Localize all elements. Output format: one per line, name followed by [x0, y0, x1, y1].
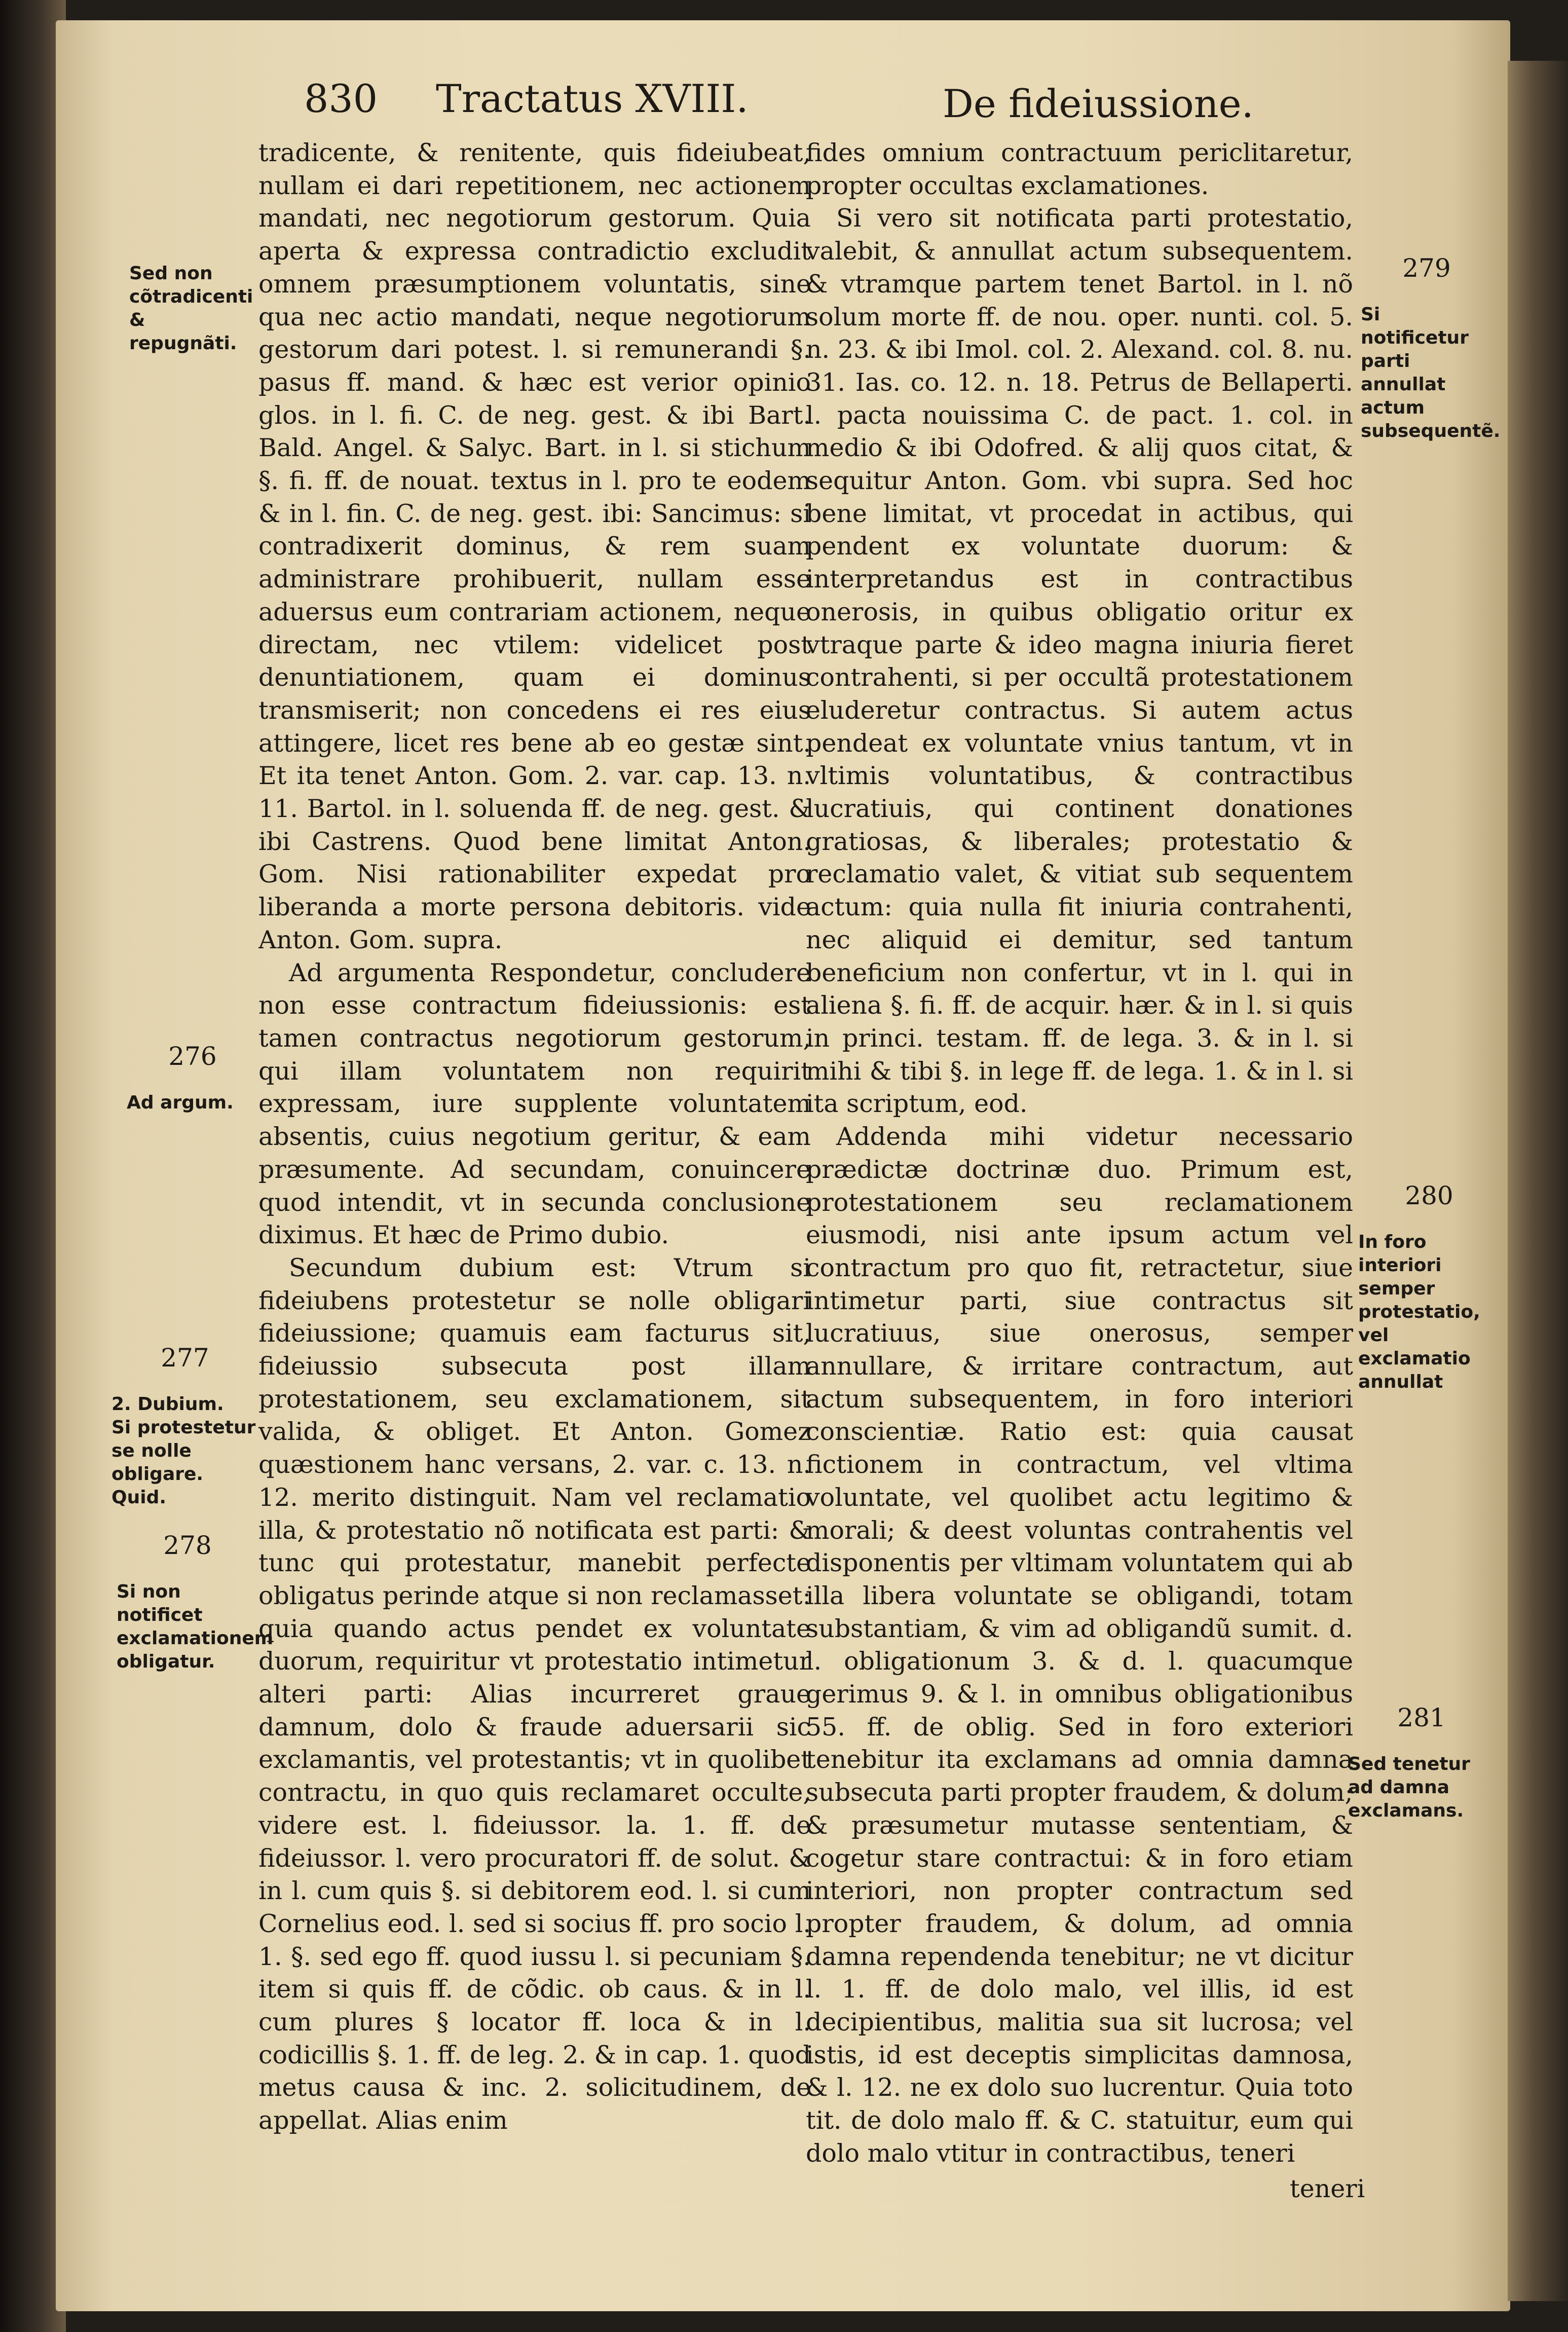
paragraph: tradicente, & renitente, quis fideiubeat, nullam ei dari repetitionem, nec actionem mandati, nec negotiorum gestorum. Quia aperta & expressa contradictio excludit omnem præsumptionem voluntatis, sine qua nec actio mandati, neque negotiorum gestorum dari potest. l. si remunerandi §. pasus ff. mand. & hæc est verior opinio glos. in l. fi. C. de neg. gest. & ibi Bart. Bald. Angel. & Salyc. Bart. in l. si stichum §. fi. ff. de nouat. textus in l. pro te eodem & in l. fin. C. de neg. gest. ibi: Sancimus: si contradixerit dominus, & rem suam administrare prohibuerit, nullam esse aduersus eum contrariam actionem, neque directam, nec vtilem: videlicet post denuntiationem, quam ei dominus transmiserit; non concedens ei res eius attingere, licet res bene ab eo gestæ sint. Et ita tenet Anton. Gom. 2. var. cap. 13. n. 11. Bartol. in l. soluenda ff. de neg. gest. & ibi Castrens. Quod bene limitat Anton. Gom. Nisi rationabiliter expedat pro liberanda a morte persona debitoris. vide Anton. Gom. supra. — [258, 138, 811, 954]
margin-note-number: 280 — [1405, 1181, 1453, 1210]
paragraph: Si vero sit notificata parti protestatio, valebit, & annullat actum subsequentem. & vtramque partem tenet Bartol. in l. nõ solum morte ff. de nou. oper. nunti. col. 5. n. 23. & ibi Imol. col. 2. Alexand. col. 8. nu. 31. Ias. co. 12. n. 18. Petrus de Bellaperti. l. pacta nouissima C. de pact. 1. col. in medio & ibi Odofred. & alij quos citat, & sequitur Anton. Gom. vbi supra. Sed hoc bene limitat, vt procedat in actibus, qui pendent ex voluntate duorum: & interpretandus est in contractibus onerosis, in quibus obligatio oritur ex vtraque parte & ideo magna iniuria fieret contrahenti, si per occultã protestationem eluderetur contractus. Si autem actus pendeat ex voluntate vnius tantum, vt in vltimis voluntatibus, & contractibus lucratiuis, qui continent donationes gratiosas, & liberales; protestatio & reclamatio valet, & vitiat sub sequentem actum: quia nulla fit iniuria contrahenti, nec aliquid ei demitur, sed tantum beneficium non confertur, vt in l. qui in aliena §. fi. ff. de acquir. hær. & in l. si quis in princi. testam. ff. de lega. 3. & in l. si mihi & tibi §. in lege ff. de lega. 1. & in l. si ita scriptum, eod. — [806, 204, 1353, 1119]
margin-note-left-2 — [127, 1021, 258, 1115]
paragraph: Secundum dubium est: Vtrum si fideiubens protestetur se nolle obligari fideiussione; quamuis eam facturus sit, fideiussio subsecuta post illam protestationem, seu exclamationem, sit valida, & obliget. Et Anton. Gomez quæstionem hanc versans, 2. var. c. 13. n. 12. merito distinguit. Nam vel reclamatio illa, & protestatio nõ notificata est parti: & tunc qui protestatur, manebit perfecte obligatus perinde atque si non reclamasset: quia quando actus pendet ex voluntate duorum, requiritur vt protestatio intimetur alteri parti: Alias incurreret graue damnum, dolo & fraude aduersarii sic exclamantis, vel protestantis; vt in quolibet contractu, in quo quis reclamaret occulte, videre est. l. fideiussor. la. 1. ff. de fideiussor. l. vero procuratori ff. de solut. & in l. cum quis §. si debitorem eod. l. si cum Cornelius eod. l. sed si socius ff. pro socio l. 1. §. sed ego ff. quod iussu l. si pecuniam §. item si quis ff. de cõdic. ob caus. & in l. cum plures § locator ff. loca & in l. codicillis §. 1. ff. de leg. 2. & in cap. 1. quod metus causa & inc. 2. solicitudinem, de appellat. Alias enim — [258, 1253, 811, 2135]
margin-note-text: In foro interiori semper protestatio, vel exclamatio annullat — [1358, 1232, 1480, 1392]
facing-page-edge — [1508, 61, 1568, 2301]
margin-note-number: 277 — [161, 1343, 209, 1373]
margin-note-left-3 — [111, 1323, 258, 1509]
paragraph: fides omnium contractuum periclitaretur, propter occultas exclamationes. — [806, 138, 1353, 200]
margin-note-text: Ad argum. — [127, 1092, 234, 1113]
running-title-left: Tractatus XVIII. — [436, 76, 749, 121]
catchword: teneri — [1290, 2174, 1365, 2203]
margin-note-right-2 — [1358, 1161, 1500, 1394]
margin-note-right-1 — [1361, 233, 1501, 443]
margin-note-text: Si notificetur parti annullat actum subsequentẽ. — [1361, 304, 1501, 441]
margin-note-left-4 — [117, 1510, 274, 1674]
paragraph: Addenda mihi videtur necessario prædictæ doctrinæ duo. Primum est, protestationem seu reclamationem eiusmodi, nisi ante ipsum actum vel contractum pro quo fit, retractetur, siue intimetur parti, siue contractus sit lucratiuus, siue onerosus, semper annullare, & irritare contractum, aut actum subsequentem, in foro interiori conscientiæ. Ratio est: quia causat fictionem in contractum, vel vltima voluntate, vel quolibet actu legitimo & morali; & deest voluntas contrahentis vel disponentis per vltimam voluntatem qui ab illa libera voluntate se obligandi, totam substantiam, & vim ad obligandũ sumit. d. l. obligationum 3. & d. l. quacumque gerimus 9. & l. in omnibus obligationibus 55. ff. de oblig. Sed in foro exteriori tenebitur ita exclamans ad omnia damna subsecuta parti propter fraudem, & dolum; & præsumetur mutasse sententiam, & cogetur stare contractui: & in foro etiam interiori, non propter contractum sed propter fraudem, & dolum, ad omnia damna rependenda tenebitur; ne vt dicitur l. 1. ff. de dolo malo, vel illis, id est decipientibus, malitia sua sit lucrosa; vel istis, id est deceptis simplicitas damnosa, & l. 12. ne ex dolo suo lucrentur. Quia toto tit. de dolo malo ff. & C. statuitur, eum qui dolo malo vtitur in contractibus, teneri — [806, 1122, 1353, 2168]
margin-note-right-3 — [1348, 1683, 1495, 1823]
margin-note-text: Sed tenetur ad damna exclamans. — [1348, 1754, 1470, 1821]
margin-note-number: 279 — [1402, 253, 1451, 283]
margin-note-text: Sed non cõtradicenti & repugnãti. — [129, 263, 253, 354]
margin-note-left-1 — [129, 215, 251, 355]
margin-note-number: 278 — [163, 1531, 212, 1560]
paragraph: Ad argumenta Respondetur, concludere non esse contractum fideiussionis: est tamen contractus negotiorum gestorum, qui illam voluntatem non requirit expressam, iure supplente voluntatem absentis, cuius negotium geritur, & eam præsumente. Ad secundam, conuincere quod intendit, vt in secunda conclusione diximus. Et hæc de Primo dubio. — [258, 958, 811, 1250]
left-text-column — [258, 137, 811, 2215]
page-number: 830 — [304, 76, 378, 121]
running-title-right: De fideiussione. — [943, 81, 1254, 126]
margin-note-number: 281 — [1397, 1703, 1446, 1732]
margin-note-text: Si non notificet exclamationem obligatur. — [117, 1581, 274, 1672]
margin-note-number: 276 — [168, 1042, 217, 1071]
margin-note-text: 2. Dubium. Si protestetur se nolle obligare. Quid. — [111, 1394, 256, 1508]
right-text-column — [806, 137, 1353, 2225]
